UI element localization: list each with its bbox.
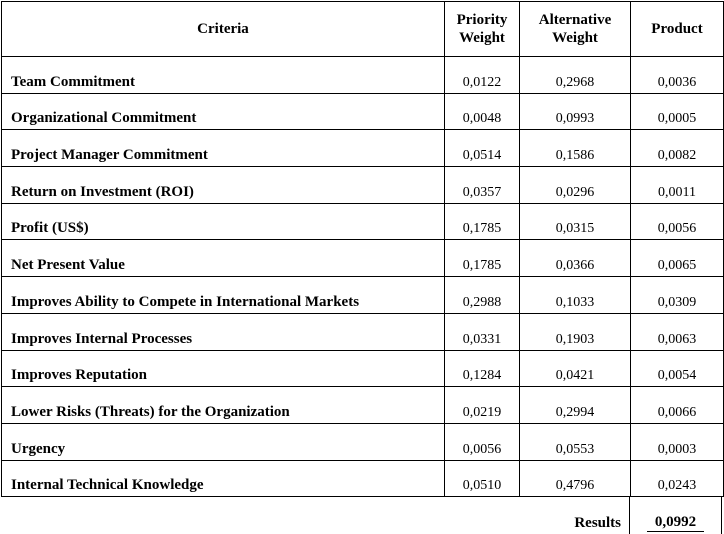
header-row xyxy=(2,2,724,57)
product-cell: 0,0066 xyxy=(631,387,724,424)
alternative-weight-cell: 0,2968 xyxy=(520,57,631,94)
priority-weight-cell: 0,0331 xyxy=(445,313,520,350)
table-row xyxy=(2,277,724,314)
alternative-weight-cell: 0,0553 xyxy=(520,423,631,460)
criteria-cell: Team Commitment xyxy=(2,57,445,94)
table-row xyxy=(2,130,724,167)
alternative-weight-cell: 0,1586 xyxy=(520,130,631,167)
header-priority-line1: Priority xyxy=(456,12,508,28)
priority-weight-cell: 0,0219 xyxy=(445,387,520,424)
priority-weight-cell: 0,1284 xyxy=(445,350,520,387)
priority-weight-cell: 0,0510 xyxy=(445,460,520,497)
criteria-weights-table xyxy=(1,1,724,497)
criteria-cell: Improves Internal Processes xyxy=(2,313,445,350)
alternative-weight-cell: 0,1033 xyxy=(520,277,631,314)
header-product: Product xyxy=(631,2,724,57)
header-alternative-weight xyxy=(520,2,631,57)
table-header xyxy=(2,2,724,57)
criteria-cell: Lower Risks (Threats) for the Organization xyxy=(2,387,445,424)
priority-weight-cell: 0,1785 xyxy=(445,203,520,240)
criteria-cell: Net Present Value xyxy=(2,240,445,277)
product-cell: 0,0003 xyxy=(631,423,724,460)
criteria-cell: Organizational Commitment xyxy=(2,93,445,130)
alternative-weight-cell: 0,2994 xyxy=(520,387,631,424)
criteria-cell: Profit (US$) xyxy=(2,203,445,240)
table-row xyxy=(2,387,724,424)
results-label: Results xyxy=(574,515,621,531)
criteria-cell: Improves Reputation xyxy=(2,350,445,387)
product-cell: 0,0243 xyxy=(631,460,724,497)
criteria-cell: Return on Investment (ROI) xyxy=(2,167,445,204)
product-cell: 0,0309 xyxy=(631,277,724,314)
table-row xyxy=(2,460,724,497)
criteria-cell: Project Manager Commitment xyxy=(2,130,445,167)
results-value: 0,0992 xyxy=(647,514,704,532)
table-row xyxy=(2,423,724,460)
priority-weight-cell: 0,0122 xyxy=(445,57,520,94)
header-priority-weight xyxy=(445,2,520,57)
product-cell: 0,0036 xyxy=(631,57,724,94)
table-row xyxy=(2,93,724,130)
product-cell: 0,0005 xyxy=(631,93,724,130)
table-row xyxy=(2,313,724,350)
header-alternative-line1: Alternative xyxy=(538,12,612,28)
product-cell: 0,0065 xyxy=(631,240,724,277)
priority-weight-cell: 0,2988 xyxy=(445,277,520,314)
priority-weight-cell: 0,1785 xyxy=(445,240,520,277)
priority-weight-cell: 0,0048 xyxy=(445,93,520,130)
header-priority-line2: Weight xyxy=(459,30,505,46)
header-criteria: Criteria xyxy=(2,2,445,57)
alternative-weight-cell: 0,4796 xyxy=(520,460,631,497)
alternative-weight-cell: 0,0421 xyxy=(520,350,631,387)
alternative-weight-cell: 0,0993 xyxy=(520,93,631,130)
product-cell: 0,0063 xyxy=(631,313,724,350)
alternative-weight-cell: 0,0315 xyxy=(520,203,631,240)
product-cell: 0,0011 xyxy=(631,167,724,204)
criteria-cell: Internal Technical Knowledge xyxy=(2,460,445,497)
priority-weight-cell: 0,0357 xyxy=(445,167,520,204)
alternative-weight-cell: 0,0366 xyxy=(520,240,631,277)
table-row xyxy=(2,240,724,277)
table-row xyxy=(2,167,724,204)
table-row xyxy=(2,57,724,94)
table-row xyxy=(2,203,724,240)
table-body xyxy=(2,57,724,497)
criteria-cell: Urgency xyxy=(2,423,445,460)
priority-weight-cell: 0,0514 xyxy=(445,130,520,167)
results-box xyxy=(629,497,722,534)
results-value-wrapper xyxy=(630,512,721,532)
header-alternative-line2: Weight xyxy=(552,30,598,46)
product-cell: 0,0082 xyxy=(631,130,724,167)
product-cell: 0,0056 xyxy=(631,203,724,240)
alternative-weight-cell: 0,0296 xyxy=(520,167,631,204)
priority-weight-cell: 0,0056 xyxy=(445,423,520,460)
product-cell: 0,0054 xyxy=(631,350,724,387)
alternative-weight-cell: 0,1903 xyxy=(520,313,631,350)
table-row xyxy=(2,350,724,387)
criteria-cell: Improves Ability to Compete in International Markets xyxy=(2,277,445,314)
